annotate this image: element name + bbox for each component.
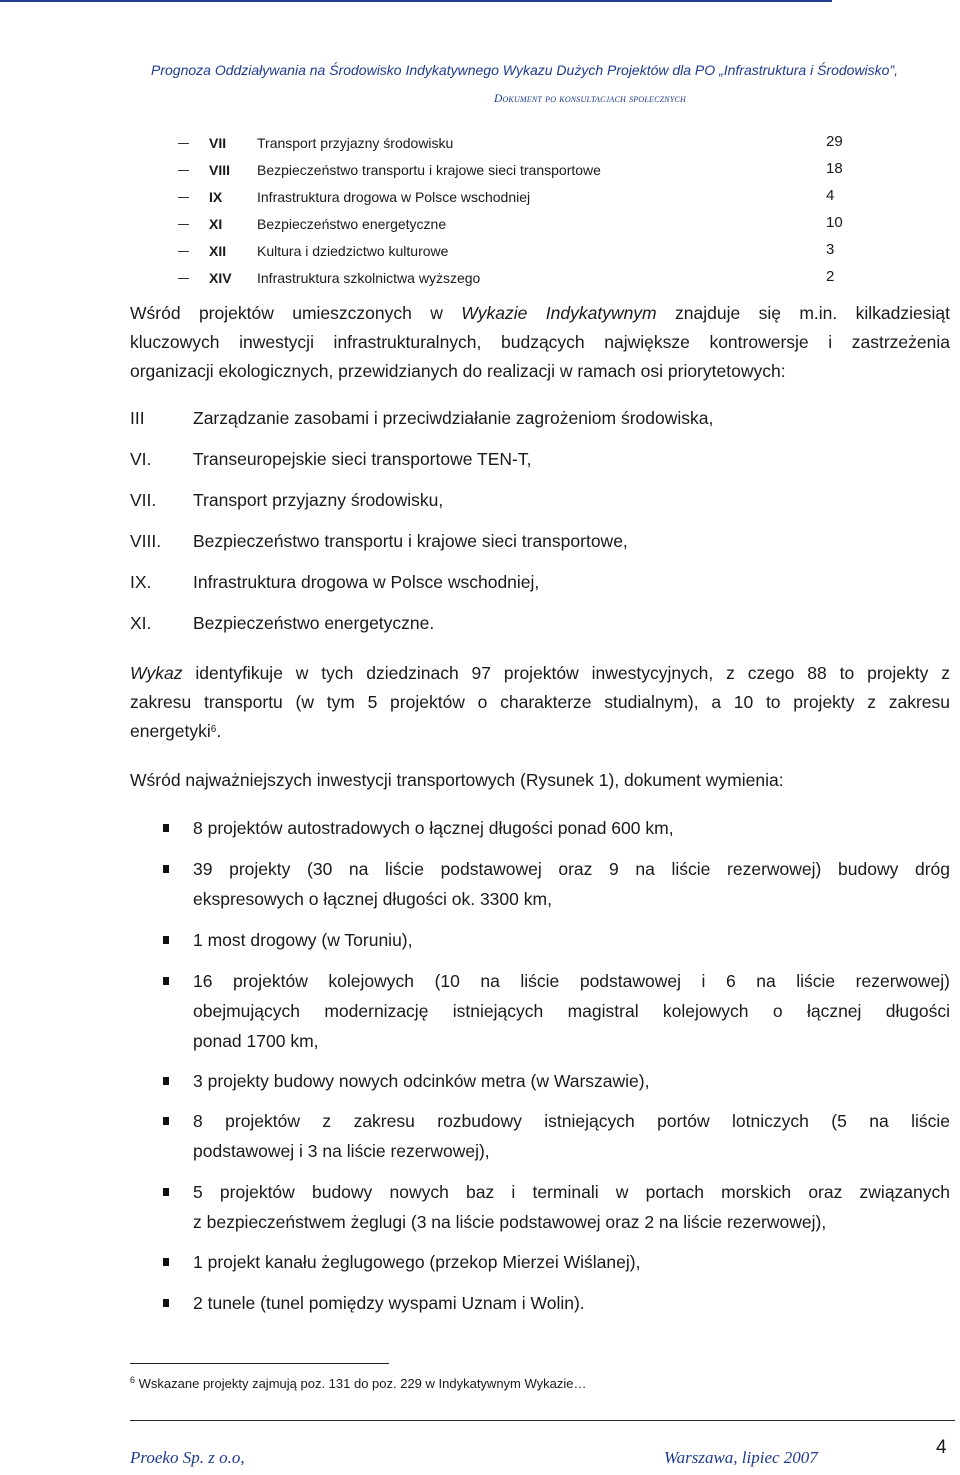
roman-numeral: IX. xyxy=(130,572,152,592)
axis-project-count: 2 xyxy=(826,268,835,285)
paragraph-line: Wśród najważniejszych inwestycji transportowych (Rysunek 1), dokument wymienia: xyxy=(130,770,784,790)
list-item-text xyxy=(193,1247,950,1277)
list-item xyxy=(130,572,950,602)
roman-numeral: VIII. xyxy=(130,531,162,551)
wykaz-paragraph xyxy=(130,659,950,746)
list-item-text xyxy=(193,1066,950,1096)
list-item-text: Bezpieczeństwo energetyczne. xyxy=(193,613,435,633)
axis-row xyxy=(0,160,960,182)
list-item-line: 39 projekty (30 na liście podstawowej oraz 9 na liście rezerwowej) budowy dróg xyxy=(193,859,950,879)
axis-label: Transport przyjazny środowisku xyxy=(257,135,454,151)
square-bullet-icon xyxy=(163,1299,169,1307)
list-item-text xyxy=(193,1177,950,1237)
axis-project-count: 10 xyxy=(826,214,843,231)
dash-marker xyxy=(178,170,189,171)
list-item xyxy=(130,613,950,643)
axis-label: Bezpieczeństwo transportu i krajowe sieci transportowe xyxy=(257,162,601,178)
list-item xyxy=(130,490,950,520)
list-item-text: Bezpieczeństwo transportu i krajowe sieci transportowe, xyxy=(193,531,628,551)
header-subtitle-text: Dokument po konsultacjach społecznych xyxy=(493,93,686,105)
list-item-text xyxy=(193,1106,950,1166)
list-item-line: ekspresowych o łącznej długości ok. 3300 km, xyxy=(193,889,552,909)
axis-row xyxy=(0,187,960,209)
list-item-line: 2 tunele (tunel pomiędzy wyspami Uznam i Wolin). xyxy=(193,1293,585,1313)
axis-number: VII xyxy=(209,135,227,151)
dash-marker xyxy=(178,224,189,225)
footer-company: Proeko Sp. z o.o, xyxy=(130,1448,245,1467)
axis-project-count: 18 xyxy=(826,160,843,177)
roman-numeral: VI. xyxy=(130,449,152,469)
axis-label: Kultura i dziedzictwo kulturowe xyxy=(257,243,449,259)
paragraph-line: kluczowych inwestycji infrastrukturalnych, budzących największe kontrowersje i zastrzeżenia xyxy=(130,332,950,352)
square-bullet-icon xyxy=(163,1188,169,1196)
list-item xyxy=(130,408,950,438)
dash-marker xyxy=(178,251,189,252)
intro-paragraph xyxy=(130,299,950,386)
axis-project-count: 29 xyxy=(826,133,843,150)
text-run-italic: Wykazie Indykatywnym xyxy=(461,303,657,323)
list-item-line: obejmujących modernizację istniejących magistral kolejowych o łącznej długości xyxy=(193,1001,950,1021)
transport-intro-paragraph xyxy=(130,766,950,795)
text-run: znajduje się m.in. kilkadziesiąt xyxy=(656,303,950,323)
axis-row xyxy=(0,214,960,236)
footnote-number: 6 xyxy=(130,1375,136,1385)
axis-number: XII xyxy=(209,243,227,259)
footer-rule xyxy=(130,1420,955,1421)
roman-numeral: XI. xyxy=(130,613,152,633)
paragraph-line xyxy=(130,659,950,688)
text-run: Wśród projektów umieszczonych w xyxy=(130,303,462,323)
square-bullet-icon xyxy=(163,1077,169,1085)
square-bullet-icon xyxy=(163,865,169,873)
text-run: . xyxy=(216,721,222,741)
roman-numeral: III xyxy=(130,408,145,428)
footnote-reference: 6 xyxy=(210,724,217,735)
list-item-text: Transport przyjazny środowisku, xyxy=(193,490,444,510)
dash-marker xyxy=(178,143,189,144)
list-item-text xyxy=(193,813,950,843)
footnote-separator xyxy=(130,1363,389,1364)
square-bullet-icon xyxy=(163,1117,169,1125)
list-item-line: ponad 1700 km, xyxy=(193,1031,319,1051)
paragraph-line xyxy=(130,717,950,746)
paragraph-line xyxy=(130,299,950,328)
list-item-line: z bezpieczeństwem żeglugi (3 na liście podstawowej oraz 2 na liście rezerwowej), xyxy=(193,1212,827,1232)
list-item-line: 3 projekty budowy nowych odcinków metra (w Warszawie), xyxy=(193,1071,650,1091)
footnote xyxy=(130,1376,587,1391)
text-run: identyfikuje w tych dziedzinach 97 projektów inwestycyjnych, z czego 88 to projekty z xyxy=(182,663,950,683)
square-bullet-icon xyxy=(163,1258,169,1266)
list-item-line: 8 projektów autostradowych o łącznej długości ponad 600 km, xyxy=(193,818,674,838)
paragraph-line: organizacji ekologicznych, przewidzianych do realizacji w ramach osi priorytetowych: xyxy=(130,361,786,381)
square-bullet-icon xyxy=(163,824,169,832)
footnote-text: Wskazane projekty zajmują poz. 131 do poz. 229 w Indykatywnym Wykazie… xyxy=(138,1376,587,1391)
text-run-italic: Wykaz xyxy=(130,663,183,683)
list-item-line: 1 projekt kanału żeglugowego (przekop Mierzei Wiślanej), xyxy=(193,1252,641,1272)
list-item xyxy=(130,449,950,479)
header-subtitle xyxy=(0,93,686,105)
axis-number: VIII xyxy=(209,162,231,178)
list-item-line: podstawowej i 3 na liście rezerwowej), xyxy=(193,1141,490,1161)
axis-number: XIV xyxy=(209,270,232,286)
list-item-text xyxy=(193,925,950,955)
list-item-text xyxy=(193,854,950,914)
axis-row xyxy=(0,133,960,155)
list-item-text: Transeuropejskie sieci transportowe TEN-T, xyxy=(193,449,532,469)
axis-number: IX xyxy=(209,189,223,205)
axis-label: Bezpieczeństwo energetyczne xyxy=(257,216,447,232)
text-run: energetyki xyxy=(130,721,211,741)
square-bullet-icon xyxy=(163,977,169,985)
dash-marker xyxy=(178,278,189,279)
page-number: 4 xyxy=(936,1437,947,1458)
axis-project-count: 3 xyxy=(826,241,835,258)
header-title: Prognoza Oddziaływania na Środowisko Indykatywnego Wykazu Dużych Projektów dla PO „Infrastruktura i Środowisko”, xyxy=(151,62,898,78)
list-item-text: Zarządzanie zasobami i przeciwdziałanie zagrożeniom środowiska, xyxy=(193,408,714,428)
list-item-line: 1 most drogowy (w Toruniu), xyxy=(193,930,413,950)
list-item xyxy=(130,531,950,561)
list-item-line: 8 projektów z zakresu rozbudowy istniejących portów lotniczych (5 na liście xyxy=(193,1111,950,1131)
axis-project-count: 4 xyxy=(826,187,835,204)
axis-label: Infrastruktura szkolnictwa wyższego xyxy=(257,270,481,286)
axis-row xyxy=(0,241,960,263)
axis-row xyxy=(0,268,960,290)
list-item-text xyxy=(193,1288,950,1318)
list-item-line: 16 projektów kolejowych (10 na liście podstawowej i 6 na liście rezerwowej) xyxy=(193,971,950,991)
dash-marker xyxy=(178,197,189,198)
list-item-text: Infrastruktura drogowa w Polsce wschodniej, xyxy=(193,572,540,592)
paragraph-line: zakresu transportu (w tym 5 projektów o charakterze studialnym), a 10 to projekty z zakresu xyxy=(130,692,950,712)
axis-number: XI xyxy=(209,216,223,232)
square-bullet-icon xyxy=(163,936,169,944)
top-border-line xyxy=(0,0,832,2)
list-item-text xyxy=(193,966,950,1056)
axis-label: Infrastruktura drogowa w Polsce wschodniej xyxy=(257,189,531,205)
footer-place-date: Warszawa, lipiec 2007 xyxy=(664,1448,818,1467)
roman-numeral: VII. xyxy=(130,490,157,510)
list-item-line: 5 projektów budowy nowych baz i terminali w portach morskich oraz związanych xyxy=(193,1182,950,1202)
